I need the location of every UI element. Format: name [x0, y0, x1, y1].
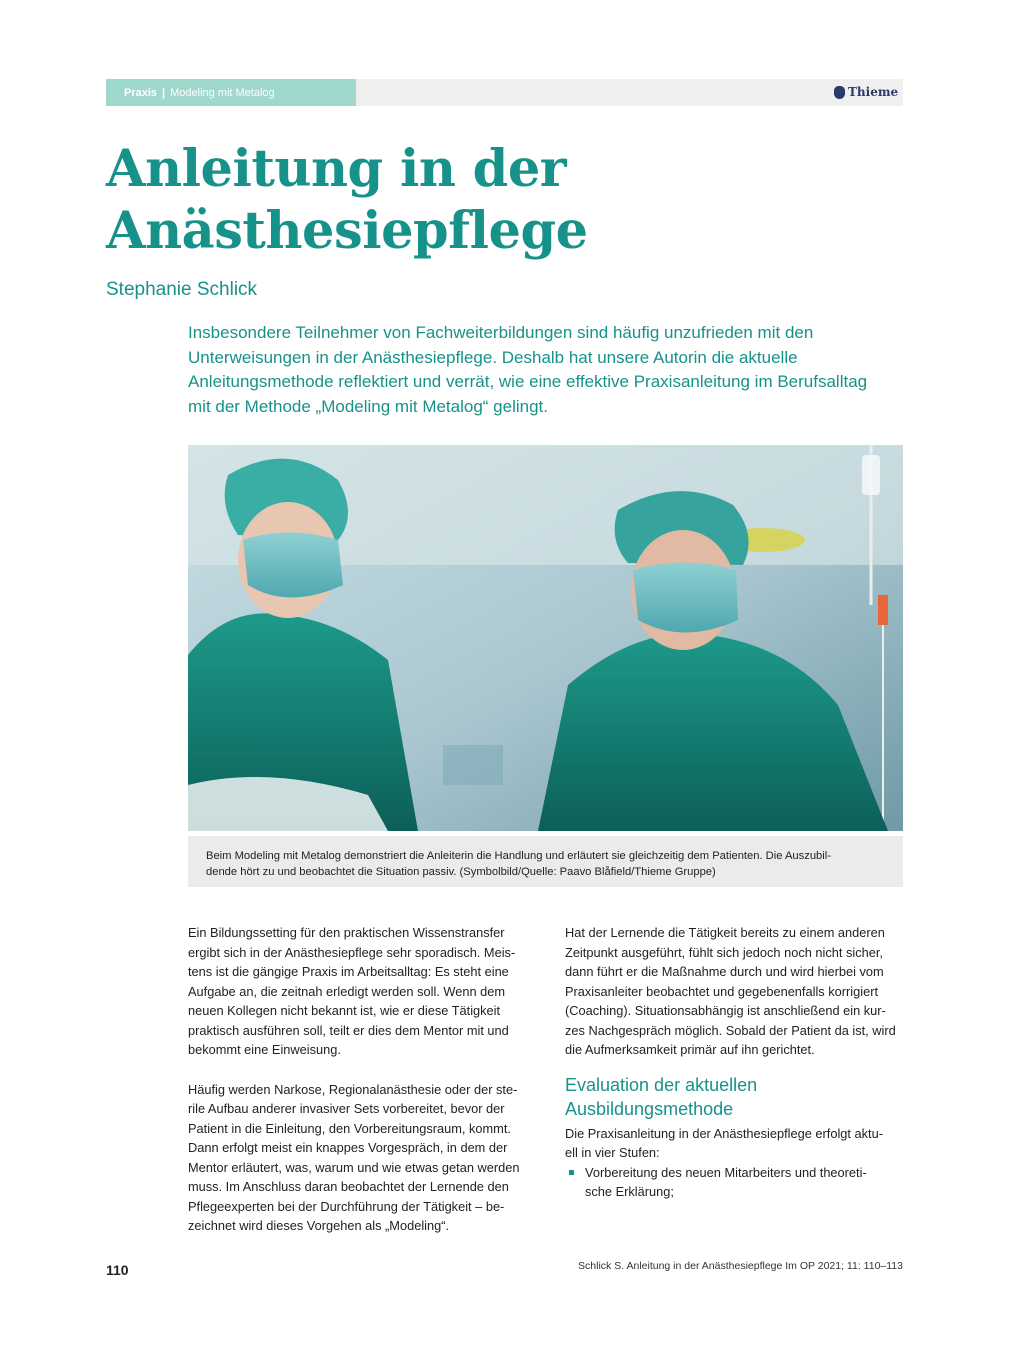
body-paragraph	[565, 1124, 905, 1163]
text-line: Patient in die Einleitung, den Vorbereitungsraum, kommt.	[188, 1120, 511, 1136]
list-item	[565, 1163, 905, 1202]
text-line: tens ist die gängige Praxis im Arbeitsalltag: Es steht eine	[188, 964, 509, 979]
bullet-square-icon	[569, 1170, 574, 1175]
text-line: Häufig werden Narkose, Regionalanästhesie oder der ste-	[188, 1081, 518, 1097]
text-line: ergibt sich in der Anästhesiepflege sehr sporadisch. Meis-	[188, 944, 516, 960]
body-column-left	[188, 923, 526, 1236]
lead-line: Anleitungsmethode reflektiert und verrät, wie eine effektive Praxisanleitung im Berufsalltag	[188, 372, 868, 391]
text-line: sche Erklärung;	[585, 1184, 674, 1199]
text-line: zeichnet wird dieses Vorgehen als „Modeling“.	[188, 1218, 450, 1233]
text-line: zes Nachgespräch möglich. Sobald der Patient da ist, wird	[565, 1022, 896, 1038]
heading-line: Ausbildungsmethode	[565, 1098, 734, 1119]
lead-line: Unterweisungen in der Anästhesiepflege. Deshalb hat unsere Autorin die aktuelle	[188, 347, 798, 367]
lead-line: Insbesondere Teilnehmer von Fachweiterbildungen sind häufig unzufrieden mit den	[188, 323, 814, 342]
text-line: ell in vier Stufen:	[565, 1145, 660, 1160]
body-paragraph	[188, 923, 526, 1060]
article-title	[106, 138, 588, 262]
text-line: Zeitpunkt ausgeführt, fühlt sich jedoch noch nicht sicher,	[565, 944, 883, 960]
text-line: Aufgabe an, die zeitnah erledigt werden soll. Wenn dem	[188, 983, 506, 999]
text-line: Pflegeexperten bei der Durchführung der Tätigkeit – be-	[188, 1198, 505, 1214]
body-column-right	[565, 923, 905, 1202]
text-line: Mentor erläutert, was, warum und wie etwas getan werden	[188, 1159, 520, 1175]
text-line: Die Praxisanleitung in der Anästhesiepflege erfolgt aktu-	[565, 1125, 883, 1141]
text-line: muss. Im Anschluss daran beobachtet der Lernende den	[188, 1179, 509, 1194]
photo-caption	[188, 836, 903, 887]
lead-line: mit der Methode „Modeling mit Metalog“ gelingt.	[188, 396, 548, 416]
text-line: die Aufmerksamkeit primär auf ihn gerichtet.	[565, 1042, 815, 1057]
title-line: Anleitung in der	[106, 139, 567, 199]
body-paragraph	[565, 923, 905, 1060]
author-name: Stephanie Schlick	[106, 279, 258, 300]
text-line: bekommt eine Einweisung.	[188, 1042, 341, 1057]
publisher-logo	[834, 85, 898, 99]
heading-line: Evaluation der aktuellen	[565, 1074, 758, 1095]
text-line: Praxisanleiter beobachtet und gegebenenfalls korrigiert	[565, 983, 879, 999]
text-line: Ein Bildungssetting für den praktischen Wissenstransfer	[188, 925, 505, 940]
lead-paragraph	[188, 321, 903, 419]
section-heading	[565, 1073, 905, 1121]
text-line: Hat der Lernende die Tätigkeit bereits zu einem anderen	[565, 925, 885, 940]
text-line: Vorbereitung des neuen Mitarbeiters und theoreti-	[585, 1164, 867, 1180]
page-number: 110	[106, 1262, 129, 1278]
caption-line: dende hört zu und beobachtet die Situation passiv. (Symbolbild/Quelle: Paavo Blåfield/Thieme Gruppe)	[206, 866, 716, 878]
publisher-name: Thieme	[848, 85, 899, 99]
article-photo	[188, 445, 903, 831]
text-line: praktisch ausführen soll, teilt er dies dem Mentor mit und	[188, 1022, 509, 1038]
text-line: (Coaching). Situationsabhängig ist anschließend ein kur-	[565, 1003, 886, 1018]
thieme-crest-icon	[834, 86, 845, 99]
text-line: neuen Kollegen nicht bekannt ist, wie er diese Tätigkeit	[188, 1003, 501, 1018]
footer-citation: Schlick S. Anleitung in der Anästhesiepflege Im OP 2021; 11: 110–113	[578, 1260, 903, 1272]
section-separator: |	[162, 86, 166, 99]
title-line: Anästhesiepflege	[106, 201, 588, 261]
caption-line: Beim Modeling mit Metalog demonstriert die Anleiterin die Handlung und erläutert sie gleichzeitig dem Patienten. Die Auszubil-	[206, 850, 831, 862]
text-line: rile Aufbau anderer invasiver Sets vorbereitet, bevor der	[188, 1101, 505, 1116]
text-line: Dann erfolgt meist ein knappes Vorgespräch, in dem der	[188, 1140, 508, 1155]
text-line: dann führt er die Maßnahme durch und wird hierbei vom	[565, 964, 884, 979]
section-label: Praxis	[124, 86, 158, 99]
body-paragraph	[188, 1080, 526, 1236]
topic-label: Modeling mit Metalog	[170, 86, 275, 99]
header-section-tab	[106, 79, 356, 106]
